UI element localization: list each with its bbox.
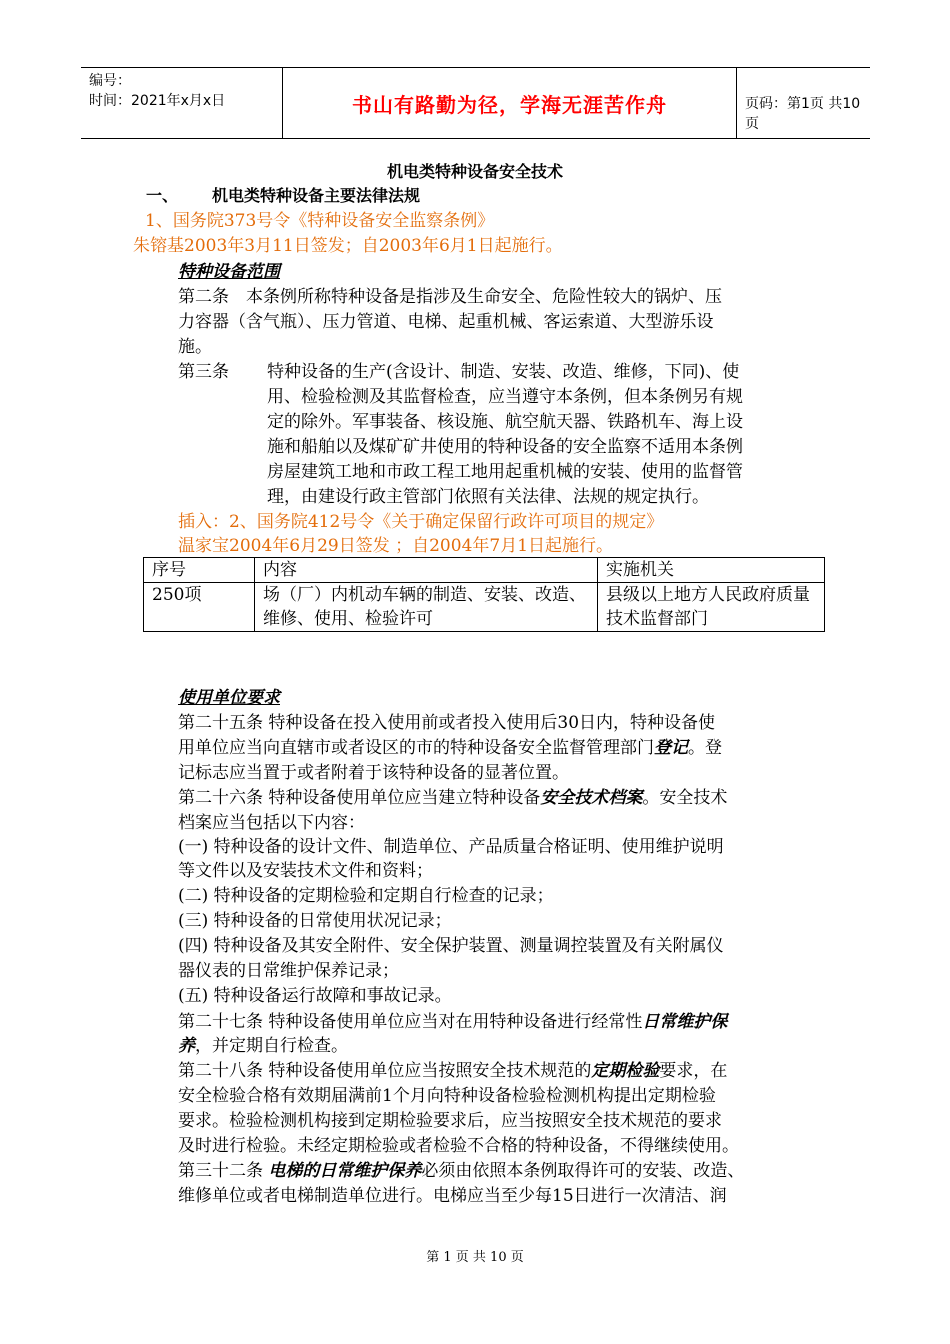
text-span: 要求，在 [659, 1061, 728, 1081]
article-28-line: 要求。检验检测机构接到定期检验要求后，应当按照安全技术规范的要求 [178, 1111, 722, 1131]
text-span: 第三十二条 [178, 1161, 269, 1181]
page-footer: 第 1 页 共 10 页 [426, 1250, 524, 1265]
table-cell: 场（厂）内机动车辆的制造、安装、改造、维修、使用、检验许可 [255, 583, 598, 632]
article-28-line: 及时进行检验。未经定期检验或者检验不合格的特种设备，不得继续使用。 [178, 1136, 739, 1156]
regulation-1-name: 1、国务院373号令《特种设备安全监察条例》 [145, 211, 495, 231]
article-28-line [178, 1059, 727, 1083]
article-2-line: 力容器（含气瓶）、压力管道、电梯、起重机械、客运索道、大型游乐设 [178, 312, 714, 332]
license-table [143, 557, 825, 632]
number-label: 编号： [89, 73, 131, 89]
article-26-line [178, 786, 727, 810]
emphasis-technical-file: 安全技术档案 [540, 788, 643, 808]
article-32-line: 维修单位或者电梯制造单位进行。电梯应当至少每15日进行一次清洁、润 [178, 1186, 727, 1206]
table-cell: 250项 [144, 583, 255, 632]
list-item: (三) 特种设备的日常使用状况记录； [178, 911, 452, 931]
emphasis-elevator-maintenance: 电梯的日常维护保养 [268, 1161, 422, 1181]
article-3-line: 特种设备的生产(含设计、制造、安装、改造、维修，下同)、使 [267, 362, 740, 382]
text-span: ，并定期自行检查。 [195, 1036, 348, 1056]
article-26-line: 档案应当包括以下内容： [178, 813, 365, 833]
article-27-line [178, 1010, 727, 1034]
table-header-cell: 序号 [144, 558, 255, 583]
list-item: (四) 特种设备及其安全附件、安全保护装置、测量调控装置及有关附属仪 [178, 936, 724, 956]
list-item: 器仪表的日常维护保养记录； [178, 961, 399, 981]
header-info-cell [81, 68, 283, 138]
insert-signed: 温家宝2004年6月29日签发 ；自2004年7月1日起施行。 [178, 536, 614, 556]
article-25-line [178, 736, 722, 760]
article-28-line: 安全检验合格有效期届满前1个月向特种设备检验检测机构提出定期检验 [178, 1086, 716, 1106]
table-row [144, 583, 825, 632]
document-title: 机电类特种设备安全技术 [386, 162, 563, 181]
text-span: 第二十七条 特种设备使用单位应当对在用特种设备进行经常性 [178, 1012, 643, 1032]
article-3-line: 定的除外。军事装备、核设施、航空航天器、铁路机车、海上设 [267, 412, 743, 432]
insert-line: 插入：2、国务院412号令《关于确定保留行政许可项目的规定》 [178, 512, 664, 532]
table-header-row [144, 558, 825, 583]
table-header-cell: 内容 [255, 558, 598, 583]
article-25-line: 记标志应当置于或者附着于该特种设备的显著位置。 [178, 763, 569, 783]
text-span: 必须由依照本条例取得许可的安装、改造、 [421, 1161, 745, 1181]
article-3-line: 施和船舶以及煤矿矿井使用的特种设备的安全监察不适用本条例 [267, 437, 743, 457]
article-3-line: 房屋建筑工地和市政工程工地用起重机械的安装、使用的监督管 [267, 462, 743, 482]
section-title: 机电类特种设备主要法律法规 [212, 186, 421, 205]
list-item: (五) 特种设备运行故障和事故记录。 [178, 986, 452, 1006]
article-25-line: 第二十五条 特种设备在投入使用前或者投入使用后30日内，特种设备使 [178, 713, 716, 733]
article-2-line: 施。 [178, 337, 212, 357]
time-label: 时间：2021年x月x日 [89, 93, 226, 109]
scope-heading: 特种设备范围 [178, 262, 280, 282]
emphasis-periodic-inspection: 定期检验 [591, 1061, 660, 1081]
article-3-line: 理，由建设行政主管部门依照有关法律、法规的规定执行。 [267, 487, 709, 507]
text-span: 第二十八条 特种设备使用单位应当按照安全技术规范的 [178, 1061, 592, 1081]
emphasis-daily-maintenance: 日常维护保 [642, 1012, 728, 1032]
section-number: 一、 [146, 186, 179, 205]
article-2-line: 第二条 本条例所称特种设备是指涉及生命安全、危险性较大的锅炉、压 [178, 287, 722, 307]
article-3-line: 用、检验检测及其监督检查，应当遵守本条例，但本条例另有规 [267, 387, 743, 407]
text-span: 用单位应当向直辖市或者设区的市的特种设备安全监督管理部门 [178, 738, 654, 758]
regulation-1-signed: 朱镕基2003年3月11日签发；自2003年6月1日起施行。 [133, 236, 563, 256]
page-header [81, 67, 870, 139]
usage-heading: 使用单位要求 [178, 688, 280, 708]
list-item: (一) 特种设备的设计文件、制造单位、产品质量合格证明、使用维护说明 [178, 837, 724, 857]
list-item: 等文件以及安装技术文件和资料； [178, 861, 433, 881]
article-32-line [178, 1159, 744, 1183]
text-span: 第二十六条 特种设备使用单位应当建立特种设备 [178, 788, 541, 808]
article-3-label: 第三条 [178, 362, 229, 382]
list-item: (二) 特种设备的定期检验和定期自行检查的记录； [178, 886, 554, 906]
header-motto: 书山有路勤为径，学海无涯苦作舟 [283, 68, 737, 138]
emphasis-registration: 登记 [654, 738, 688, 758]
emphasis-daily-maintenance: 养 [178, 1036, 195, 1056]
table-cell: 县级以上地方人民政府质量技术监督部门 [598, 583, 825, 632]
article-27-line [178, 1034, 348, 1058]
table-header-cell: 实施机关 [598, 558, 825, 583]
header-page-info: 页码：第1页 共10页 [745, 96, 861, 132]
text-span: 。登 [688, 738, 722, 758]
text-span: 。安全技术 [642, 788, 728, 808]
